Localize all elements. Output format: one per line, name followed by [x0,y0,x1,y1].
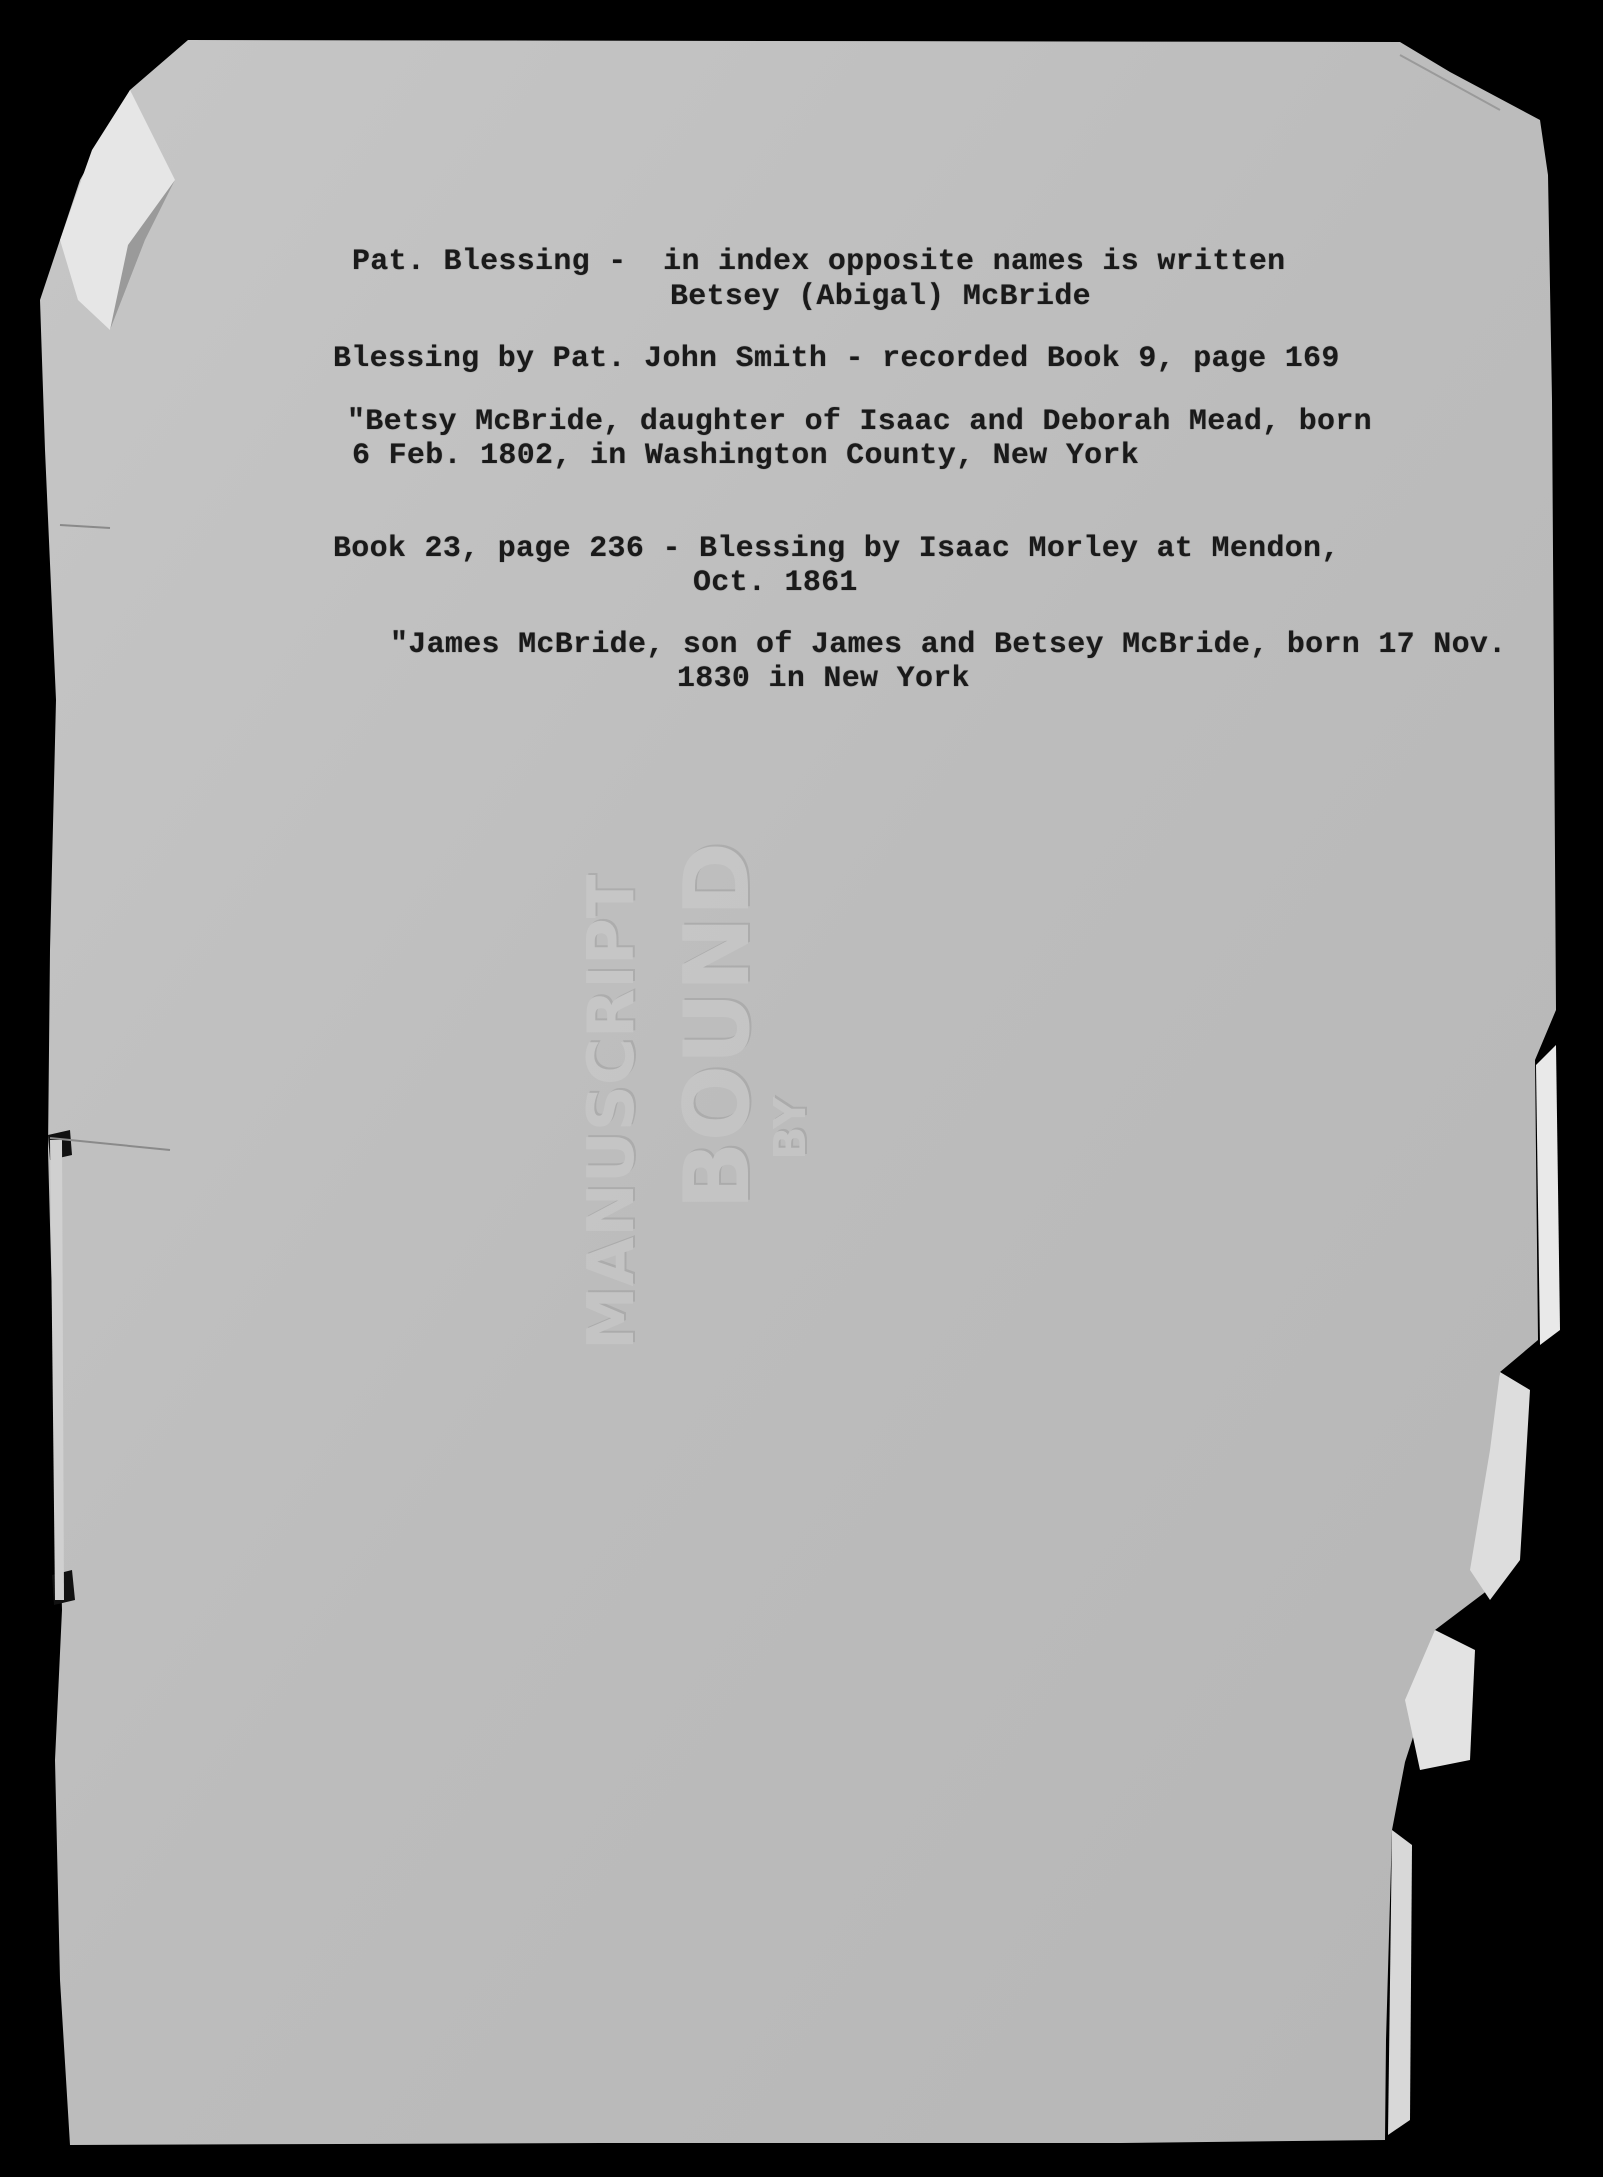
text-line-8: "James McBride, son of James and Betsey McBride, born 17 Nov. [390,628,1507,662]
torn-flap [1536,1045,1560,1345]
text-line-3: Blessing by Pat. John Smith - recorded Book 9, page 169 [333,342,1340,376]
text-line-5: 6 Feb. 1802, in Washington County, New York [352,439,1140,473]
text-line-1: Pat. Blessing - in index opposite names is written [352,245,1286,279]
text-line-7: Oct. 1861 [693,566,858,600]
text-line-9: 1830 in New York [677,662,970,696]
text-line-6: Book 23, page 236 - Blessing by Isaac Morley at Mendon, [333,532,1340,566]
text-line-4: "Betsy McBride, daughter of Isaac and Deborah Mead, born [347,405,1372,439]
text-line-2: Betsey (Abigal) McBride [670,280,1091,314]
